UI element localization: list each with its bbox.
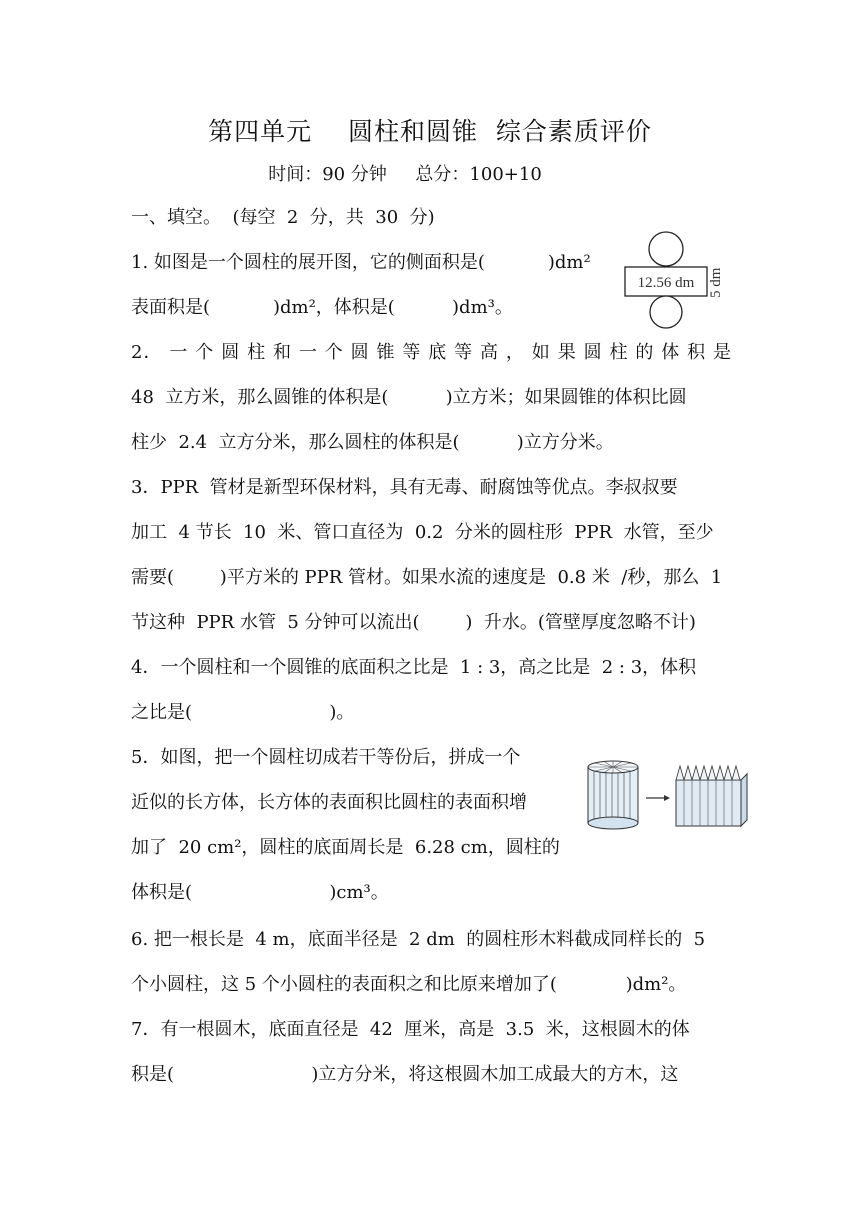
cuboid-side xyxy=(741,774,747,826)
cylinder-body xyxy=(588,767,638,823)
question-5-line-1: 5．如图，把一个圆柱切成若干等份后，拼成一个 xyxy=(131,747,521,768)
rect-height-label: 5 dm xyxy=(708,267,724,298)
cylinder-net-figure xyxy=(615,228,745,330)
question-4-line-1: 4．一个圆柱和一个圆锥的底面积之比是 1 : 3，高之比是 2 : 3，体积 xyxy=(131,657,697,678)
question-4-line-2: 之比是( )。 xyxy=(131,702,355,723)
section-heading: 一、填空。 (每空 2 分，共 30 分) xyxy=(131,207,435,228)
question-2-line-2: 48 立方米，那么圆锥的体积是( )立方米；如果圆锥的体积比圆 xyxy=(131,387,687,408)
question-2-line-3: 柱少 2.4 立方分米，那么圆柱的体积是( )立方分米。 xyxy=(131,432,614,453)
bottom-circle xyxy=(650,296,682,328)
question-6-line-2: 个小圆柱，这 5 个小圆柱的表面积之和比原来增加了( )dm²。 xyxy=(131,974,687,995)
question-5-line-2: 近似的长方体，长方体的表面积比圆柱的表面积增 xyxy=(131,792,527,813)
question-3-line-1: 3．PPR 管材是新型环保材料，具有无毒、耐腐蚀等优点。李叔叔要 xyxy=(131,477,678,498)
question-6-line-1: 6. 把一根长是 4 m，底面半径是 2 dm 的圆柱形木料截成同样长的 5 xyxy=(131,929,706,950)
question-3-line-2: 加工 4 节长 10 米、管口直径为 0.2 分米的圆柱形 PPR 水管，至少 xyxy=(131,522,714,543)
rect-width-label: 12.56 dm xyxy=(637,275,695,291)
question-7-line-1: 7．有一根圆木，底面直径是 42 厘米，高是 3.5 米，这根圆木的体 xyxy=(131,1019,690,1040)
cuboid-peaks xyxy=(676,766,740,780)
question-7-line-2: 积是( )立方分米，将这根圆木加工成最大的方木，这 xyxy=(131,1064,679,1085)
exam-info: 时间：90 分钟 总分：100+10 xyxy=(268,164,542,185)
question-1-line-1: 1. 如图是一个圆柱的展开图，它的侧面积是( )dm² xyxy=(131,252,591,273)
cuboid-body xyxy=(676,780,741,826)
question-3-line-4: 节这种 PPR 水管 5 分钟可以流出( ) 升水。(管壁厚度忽略不计) xyxy=(131,612,696,633)
question-2-line-1: 2． 一 个 圆 柱 和 一 个 圆 锥 等 底 等 高 ， 如 果 圆 柱 的 体 积 是 xyxy=(131,342,731,363)
question-1-line-2: 表面积是( )dm²，体积是( )dm³。 xyxy=(131,297,513,318)
top-circle xyxy=(649,232,683,266)
question-5-line-4: 体积是( )cm³。 xyxy=(131,882,389,903)
question-5-line-3: 加了 20 cm²，圆柱的底面周长是 6.28 cm，圆柱的 xyxy=(131,837,560,858)
cylinder-to-cuboid-figure xyxy=(582,758,750,832)
cylinder-bottom xyxy=(588,817,638,829)
arrow-head-icon xyxy=(664,795,670,801)
page-title: 第四单元 圆柱和圆锥 综合素质评价 xyxy=(208,117,652,146)
question-3-line-3: 需要( )平方米的 PPR 管材。如果水流的速度是 0.8 米 /秒，那么 1 xyxy=(131,567,723,588)
